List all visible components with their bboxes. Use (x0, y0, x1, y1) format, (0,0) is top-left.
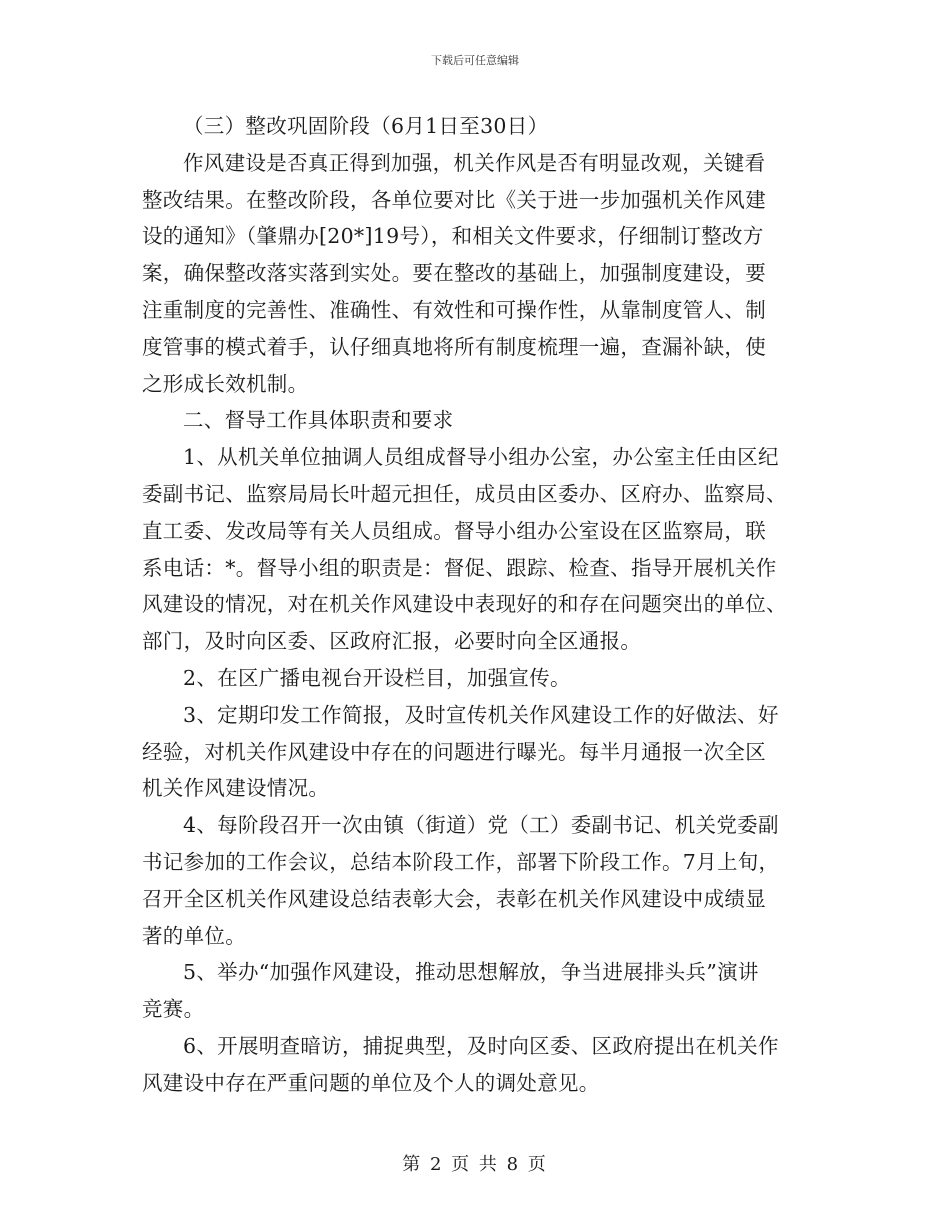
paragraph-line: 直工委、发改局等有关人员组成。督导小组办公室设在区监察局，联 (142, 518, 766, 543)
paragraph-line: 著的单位。 (142, 923, 246, 948)
paragraph-rectification-body (142, 145, 807, 403)
paragraph-item-2 (142, 660, 807, 697)
paragraph-item-1 (142, 439, 807, 660)
paragraph-line: 系电话：*。督导小组的职责是：督促、跟踪、检查、指导开展机关作 (142, 555, 777, 580)
document-body (142, 108, 807, 1102)
paragraph-line: 度管事的模式着手，认仔细真地将所有制度梳理一遍，查漏补缺，使 (142, 334, 766, 359)
paragraph-line: 6、开展明查暗访，捕捉典型，及时向区委、区政府提出在机关作 (183, 1033, 779, 1058)
paragraph-line: 书记参加的工作会议，总结本阶段工作，部署下阶段工作。7月上旬， (142, 849, 780, 874)
section-heading-supervision (142, 402, 807, 439)
paragraph-line: 注重制度的完善性、准确性、有效性和可操作性，从靠制度管人、制 (142, 297, 766, 322)
paragraph-line: 2、在区广播电视台开设栏目，加强宣传。 (183, 665, 571, 690)
paragraph-line: 5、举办“加强作风建设，推动思想解放，争当进展排头兵”演讲 (183, 960, 759, 985)
page-number-footer: 第 2 页 共 8 页 (402, 1154, 548, 1175)
paragraph-line: 经验，对机关作风建设中存在的问题进行曝光。每半月通报一次全区 (142, 739, 766, 764)
paragraph-line: 风建设的情况，对在机关作风建设中表现好的和存在问题突出的单位、 (142, 592, 787, 617)
section-heading-rectification (142, 108, 807, 145)
paragraph-line: 委副书记、监察局局长叶超元担任，成员由区委办、区府办、监察局、 (142, 481, 787, 506)
paragraph-line: 之形成长效机制。 (142, 371, 309, 396)
paragraph-line: 风建设中存在严重问题的单位及个人的调处意见。 (142, 1070, 600, 1095)
paragraph-line: 4、每阶段召开一次由镇（街道）党（工）委副书记、机关党委副 (183, 813, 779, 838)
paragraph-line: （三）整改巩固阶段（6月1日至30日） (183, 114, 549, 138)
paragraph-line: 设的通知》（肇鼎办[20*]19号），和相关文件要求，仔细制订整改方 (142, 224, 764, 249)
paragraph-line: 1、从机关单位抽调人员组成督导小组办公室，办公室主任由区纪 (183, 445, 779, 470)
paragraph-line: 竞赛。 (142, 997, 205, 1022)
paragraph-line: 二、督导工作具体职责和要求 (183, 408, 454, 433)
paragraph-item-3 (142, 697, 807, 807)
paragraph-line: 机关作风建设情况。 (142, 776, 330, 801)
paragraph-item-5 (142, 954, 807, 1028)
paragraph-line: 整改结果。在整改阶段，各单位要对比《关于进一步加强机关作风建 (142, 187, 766, 212)
paragraph-line: 部门，及时向区委、区政府汇报，必要时向全区通报。 (142, 629, 642, 654)
paragraph-line: 作风建设是否真正得到加强，机关作风是否有明显改观，关键看 (183, 150, 766, 175)
page-header: 下载后可任意编辑 (431, 54, 519, 67)
paragraph-line: 案，确保整改落实落到实处。要在整改的基础上，加强制度建设，要 (142, 261, 766, 286)
paragraph-line: 3、定期印发工作简报，及时宣传机关作风建设工作的好做法、好 (183, 702, 779, 727)
paragraph-item-4 (142, 807, 807, 954)
paragraph-line: 召开全区机关作风建设总结表彰大会，表彰在机关作风建设中成绩显 (142, 886, 766, 911)
paragraph-item-6 (142, 1028, 807, 1102)
